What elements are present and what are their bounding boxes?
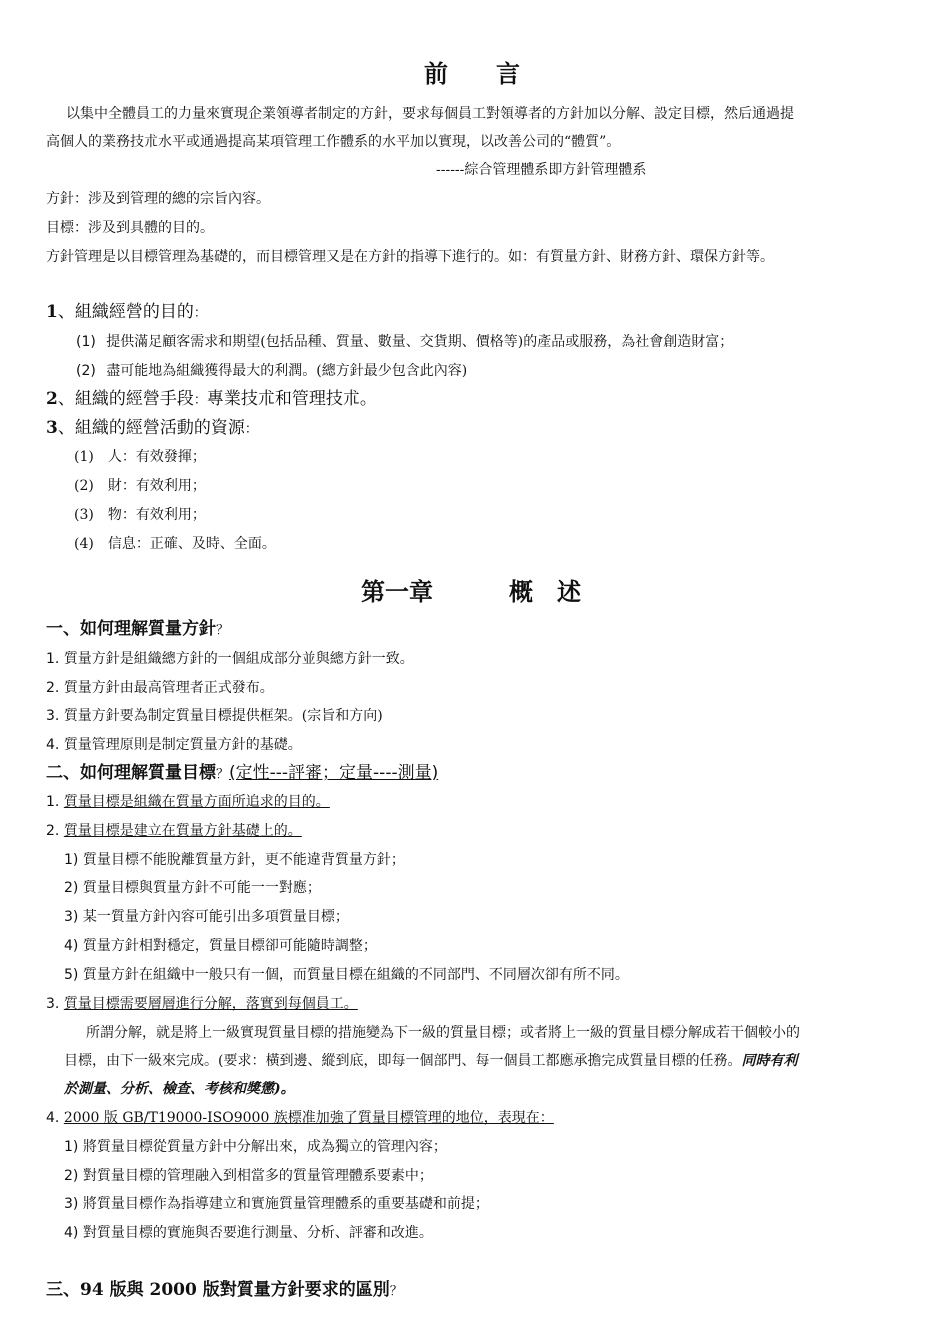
item-number: 3) (64, 909, 79, 925)
item-text: 質量目標與質量方針不可能一一對應； (82, 880, 321, 896)
list-item (46, 792, 330, 812)
item-text: 對質量目標的管理融入到相當多的質量管理體系要素中； (82, 1168, 433, 1184)
section-2-means: 專業技朮和管理技朮。 (206, 389, 377, 409)
item-number: (3) (74, 507, 94, 523)
item-text: 質量方針要為制定質量目標提供框架。(宗旨和方向) (63, 708, 383, 724)
section-1-heading (46, 302, 207, 324)
list-item (46, 994, 358, 1014)
question-3-title: 三、94 版與 2000 版對質量方針要求的區別 (46, 1280, 390, 1300)
item-number: 2. (46, 823, 60, 839)
item-text: 人：有效發揮； (107, 449, 206, 465)
section-2-colon: ： (193, 393, 207, 408)
list-item (46, 821, 302, 841)
item-number: 2) (64, 1168, 79, 1184)
item-text: 質量方針由最高管理者正式發布。 (63, 680, 274, 696)
item-number: 4. (46, 737, 60, 753)
sub-item (64, 936, 377, 956)
item-text: 提供滿足顧客需求和期望(包括品種、質量、數量、交貨期、價格等)的產品或服務，為社會創造財富； (106, 334, 734, 350)
section-3-heading (46, 418, 258, 440)
item-text: 盡可能地為組織獲得最大的利潤。(總方針最少包含此內容) (106, 363, 468, 379)
section-3-title: 、組織的經營活動的資源 (57, 418, 245, 438)
item-text: 2000 版 GB/T19000-ISO9000 族標准加強了質量目標管理的地位，表現在： (63, 1110, 554, 1126)
item-number: (1) (76, 334, 96, 350)
item-text: 質量方針相對穩定，質量目標卻可能隨時調整； (82, 938, 377, 954)
resource-item (74, 534, 276, 554)
preface-paragraph-line-1: 以集中全體員工的力量來實現企業領導者制定的方針，要求每個員工對領導者的方針加以分解、設定目標，然后通過提 (66, 106, 794, 122)
section-1-colon: ： (193, 306, 207, 321)
chapter-1-number: 第一章 (361, 577, 433, 606)
section-1-item (76, 332, 733, 352)
question-2-note: (定性---評審；定量----測量) (229, 763, 439, 783)
list-item (46, 735, 302, 755)
section-2-number: 2 (46, 389, 58, 409)
item-number: 1) (64, 852, 79, 868)
sub-item (64, 1166, 433, 1186)
resource-item (74, 447, 206, 467)
preface-title-char-1: 前 (424, 59, 448, 88)
chapter-1-title (361, 572, 581, 607)
decomposition-paragraph-line-2 (64, 1051, 797, 1071)
item-text: 質量方針在組織中一般只有一個，而質量目標在組織的不同部門、不同層次卻有所不同。 (82, 967, 629, 983)
item-number: 4) (64, 1225, 79, 1241)
item-number: 3. (46, 708, 60, 724)
list-item (46, 1108, 554, 1128)
item-number: (2) (74, 478, 94, 494)
item-number: 4) (64, 938, 79, 954)
item-number: 2. (46, 680, 60, 696)
preface-title-char-2: 言 (496, 59, 520, 88)
item-text: 質量方針是組織總方針的一個組成部分並與總方針一致。 (63, 651, 414, 667)
section-1-item (76, 361, 467, 381)
section-2-title: 、組織的經營手段 (57, 389, 194, 409)
preface-attribution: ------綜合管理體系即方針管理體系 (436, 162, 647, 178)
item-number: 2) (64, 880, 79, 896)
sub-item (64, 907, 349, 927)
item-number: 1) (64, 1139, 79, 1155)
resource-item (74, 476, 206, 496)
definition-goal: 目標：涉及到具體的目的。 (46, 220, 214, 236)
decomposition-paragraph-line-1: 所謂分解，就是將上一級實現質量目標的措施變為下一級的質量目標；或者將上一級的質量目標分解成若干個較小的 (86, 1025, 800, 1041)
question-3-heading (46, 1280, 403, 1302)
question-mark: ？ (216, 767, 230, 782)
section-2-heading (46, 389, 377, 411)
list-item (46, 706, 383, 726)
preface-paragraph-line-2: 高個人的業務技朮水平或通過提高某項管理工作體系的水平加以實現，以改善公司的“體質”。 (46, 134, 621, 150)
chapter-1-name: 概 述 (509, 577, 581, 606)
item-text: 將質量目標從質量方針中分解出來，成為獨立的管理內容； (82, 1139, 447, 1155)
section-1-number: 1 (46, 302, 58, 322)
item-text: 信息：正確、及時、全面。 (107, 536, 276, 552)
section-3-number: 3 (46, 418, 58, 438)
question-2-heading (46, 763, 438, 785)
item-number: 5) (64, 967, 79, 983)
definition-policy: 方針：涉及到管理的總的宗旨內容。 (46, 191, 270, 207)
paragraph-emphasis: 同時有利 (741, 1053, 798, 1069)
question-mark: ？ (216, 623, 230, 638)
item-text: 質量目標是建立在質量方針基礎上的。 (63, 823, 302, 839)
item-text: 質量目標不能脫離質量方針，更不能違背質量方針； (82, 852, 405, 868)
item-text: 質量目標是組織在質量方面所追求的目的。 (63, 794, 330, 810)
list-item (46, 649, 414, 669)
sub-item (64, 878, 321, 898)
sub-item (64, 850, 405, 870)
question-mark: ？ (389, 1284, 403, 1299)
item-text: 某一質量方針內容可能引出多項質量目標； (82, 909, 349, 925)
item-text: 物：有效利用； (107, 507, 206, 523)
item-number: (1) (74, 449, 94, 465)
resource-item (74, 505, 206, 525)
item-number: (4) (74, 536, 94, 552)
item-number: 1. (46, 794, 60, 810)
decomposition-paragraph-line-3: 於測量、分析、檢查、考核和獎懲)。 (64, 1081, 295, 1097)
section-1-title: 、組織經營的目的 (57, 302, 194, 322)
item-text: 對質量目標的實施與否要進行測量、分析、評審和改進。 (82, 1225, 433, 1241)
item-number: 1. (46, 651, 60, 667)
sub-item (64, 1194, 489, 1214)
item-number: 3. (46, 996, 60, 1012)
item-text: 質量管理原則是制定質量方針的基礎。 (63, 737, 302, 753)
item-number: (2) (76, 363, 96, 379)
sub-item (64, 1137, 447, 1157)
item-number: 3) (64, 1196, 79, 1212)
item-text: 將質量目標作為指導建立和實施質量管理體系的重要基礎和前提； (82, 1196, 489, 1212)
sub-item (64, 1223, 433, 1243)
item-text: 財：有效利用； (107, 478, 206, 494)
preface-title (424, 54, 520, 89)
section-3-colon: ： (244, 422, 258, 437)
item-text: 質量目標需要層層進行分解，落實到每個員工。 (63, 996, 358, 1012)
definition-relation: 方針管理是以目標管理為基礎的，而目標管理又是在方針的指導下進行的。如：有質量方針、財務方針、環保方針等。 (46, 249, 774, 265)
paragraph-text: 目標，由下一級來完成。(要求：橫到邊、縱到底，即每一個部門、每一個員工都應承擔完成質量目標的任務。 (64, 1053, 742, 1069)
list-item (46, 678, 274, 698)
question-1-title: 一、如何理解質量方針 (46, 619, 216, 639)
item-number: 4. (46, 1110, 60, 1126)
question-2-title: 二、如何理解質量目標 (46, 763, 216, 783)
question-1-heading (46, 619, 229, 641)
sub-item (64, 965, 629, 985)
